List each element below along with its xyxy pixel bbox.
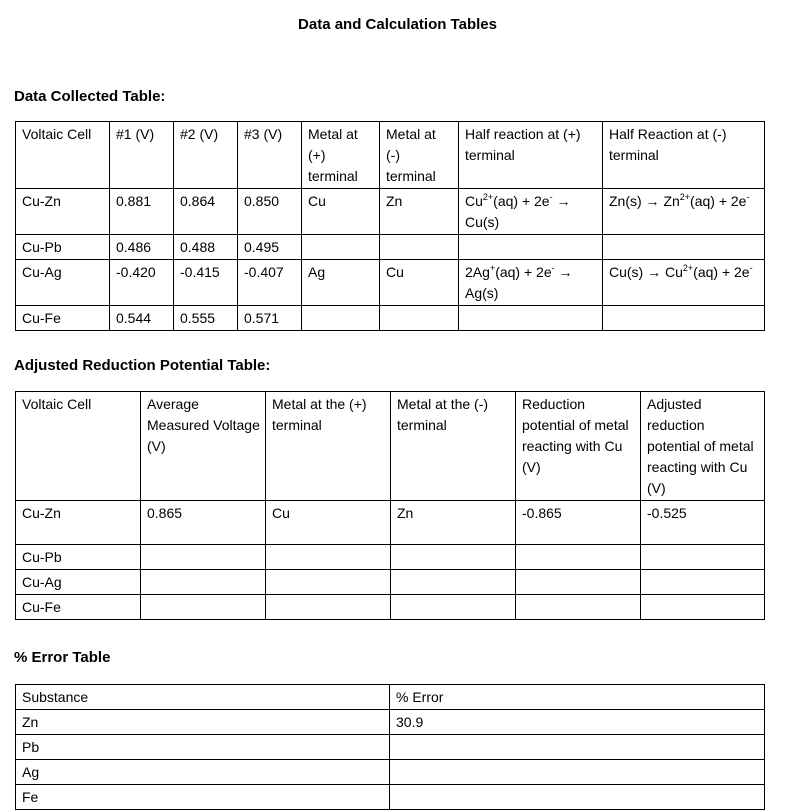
table-header-row [16, 685, 765, 710]
neg-metal [380, 306, 459, 331]
adjusted-potential [641, 545, 765, 570]
half-reaction-pos [459, 235, 603, 260]
substance: Pb [16, 735, 390, 760]
header-cell: % Error [390, 685, 765, 710]
trial-1: 0.486 [110, 235, 174, 260]
header-cell: Adjusted reduction potential of metal reacting with Cu (V) [641, 392, 765, 501]
cell-name: Cu-Ag [16, 260, 110, 306]
substance: Fe [16, 785, 390, 810]
average-voltage [141, 545, 266, 570]
trial-2: 0.864 [174, 189, 238, 235]
cell-name: Cu-Zn [16, 501, 141, 545]
adjusted-potential [641, 595, 765, 620]
table-row [16, 235, 765, 260]
trial-2: 0.488 [174, 235, 238, 260]
header-cell: #3 (V) [238, 122, 302, 189]
trial-2: -0.415 [174, 260, 238, 306]
trial-3: -0.407 [238, 260, 302, 306]
reduction-potential [516, 570, 641, 595]
table-row [16, 570, 765, 595]
header-cell: #2 (V) [174, 122, 238, 189]
pos-metal [302, 306, 380, 331]
page-title: Data and Calculation Tables [298, 16, 497, 33]
cell-name: Cu-Ag [16, 570, 141, 595]
table-row [16, 710, 765, 735]
pos-metal: Ag [302, 260, 380, 306]
neg-metal: Zn [391, 501, 516, 545]
half-reaction-neg [603, 235, 765, 260]
data-collected-table [15, 121, 765, 331]
reduction-potential [516, 545, 641, 570]
trial-2: 0.555 [174, 306, 238, 331]
table-row [16, 260, 765, 306]
half-reaction-neg [603, 306, 765, 331]
header-cell: Average Measured Voltage (V) [141, 392, 266, 501]
reduction-potential: -0.865 [516, 501, 641, 545]
half-reaction-pos: $Cu^{2+}(aq) + 2e^- \to Cu(s)$ [459, 189, 603, 235]
neg-metal: Zn [380, 189, 459, 235]
header-cell: Voltaic Cell [16, 122, 110, 189]
table-row [16, 735, 765, 760]
header-cell: Metal at (-) terminal [380, 122, 459, 189]
header-cell: Half reaction at (+) terminal [459, 122, 603, 189]
pos-metal: Cu [266, 501, 391, 545]
header-cell: Metal at the (-) terminal [391, 392, 516, 501]
trial-3: 0.850 [238, 189, 302, 235]
pos-metal [266, 595, 391, 620]
cell-name: Cu-Fe [16, 306, 110, 331]
adjusted-potential-table [15, 391, 765, 620]
table-header-row [16, 392, 765, 501]
table-row [16, 785, 765, 810]
percent-error: 30.9 [390, 710, 765, 735]
table-header-row [16, 122, 765, 189]
neg-metal [380, 235, 459, 260]
adjusted-potential: -0.525 [641, 501, 765, 545]
adjusted-potential [641, 570, 765, 595]
percent-error-table [15, 684, 765, 810]
pos-metal: Cu [302, 189, 380, 235]
header-cell: #1 (V) [110, 122, 174, 189]
header-cell: Voltaic Cell [16, 392, 141, 501]
adjusted-table-heading: Adjusted Reduction Potential Table: [14, 357, 271, 374]
half-reaction-pos [459, 306, 603, 331]
error-table-heading: % Error Table [14, 649, 111, 666]
substance: Zn [16, 710, 390, 735]
average-voltage [141, 595, 266, 620]
trial-1: 0.544 [110, 306, 174, 331]
table-row [16, 501, 765, 545]
half-reaction-pos: 2Ag+(aq) + 2e- → Ag(s) [459, 260, 603, 306]
reduction-potential [516, 595, 641, 620]
table-row [16, 189, 765, 235]
percent-error [390, 785, 765, 810]
average-voltage [141, 570, 266, 595]
header-cell: Metal at the (+) terminal [266, 392, 391, 501]
percent-error [390, 760, 765, 785]
pos-metal [266, 545, 391, 570]
header-cell: Substance [16, 685, 390, 710]
cell-name: Cu-Pb [16, 235, 110, 260]
table-row [16, 306, 765, 331]
table-row [16, 545, 765, 570]
header-cell: Metal at (+) terminal [302, 122, 380, 189]
neg-metal [391, 595, 516, 620]
pos-metal [266, 570, 391, 595]
trial-1: 0.881 [110, 189, 174, 235]
substance: Ag [16, 760, 390, 785]
half-reaction-neg: $Cu(s) \to Cu^{2+}(aq) + 2e^-$ [603, 260, 765, 306]
cell-name: Cu-Fe [16, 595, 141, 620]
neg-metal: Cu [380, 260, 459, 306]
header-cell: Reduction potential of metal reacting with Cu (V) [516, 392, 641, 501]
pos-metal [302, 235, 380, 260]
average-voltage: 0.865 [141, 501, 266, 545]
header-cell: Half Reaction at (-) terminal [603, 122, 765, 189]
trial-1: -0.420 [110, 260, 174, 306]
table-row [16, 760, 765, 785]
percent-error [390, 735, 765, 760]
neg-metal [391, 545, 516, 570]
cell-name: Cu-Pb [16, 545, 141, 570]
cell-name: Cu-Zn [16, 189, 110, 235]
trial-3: 0.495 [238, 235, 302, 260]
half-reaction-neg: $Zn(s) \to Zn^{2+}(aq) + 2e^-$ [603, 189, 765, 235]
table-row [16, 595, 765, 620]
neg-metal [391, 570, 516, 595]
data-table-heading: Data Collected Table: [14, 88, 166, 105]
trial-3: 0.571 [238, 306, 302, 331]
